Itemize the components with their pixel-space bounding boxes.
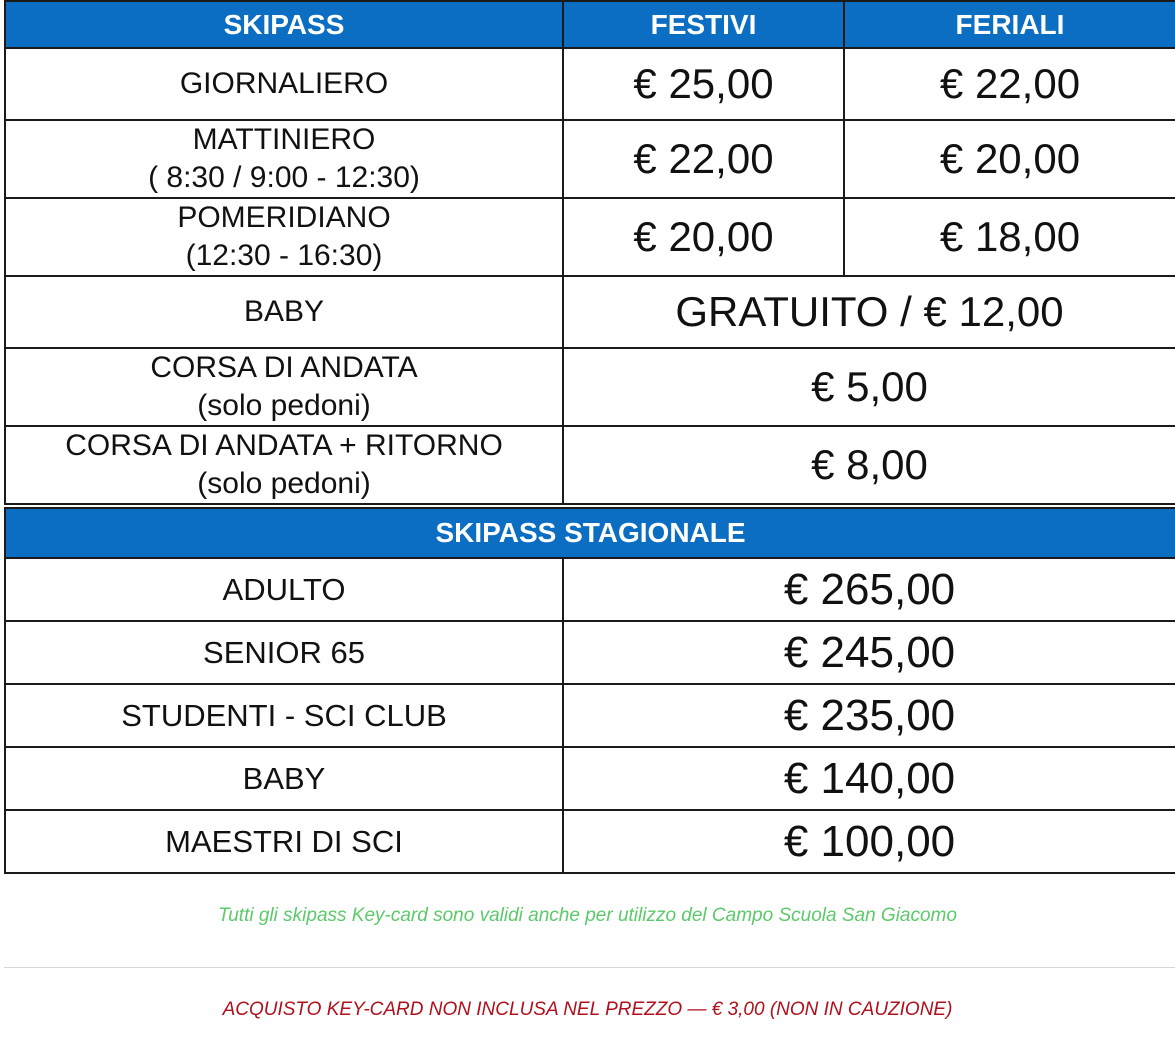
- table-header-row: [5, 508, 1175, 558]
- keycard-validity-note: Tutti gli skipass Key-card sono validi anche per utilizzo del Campo Scuola San Giacomo: [218, 905, 957, 926]
- row-label-main: MATTINIERO: [192, 123, 376, 156]
- table-row: [5, 558, 1175, 621]
- seasonal-skipass-table: [4, 507, 1175, 874]
- table-row: [5, 810, 1175, 873]
- season-label: ADULTO: [5, 558, 563, 621]
- header-skipass: SKIPASS: [5, 1, 563, 48]
- divider: [4, 967, 1175, 968]
- table-header-row: [5, 1, 1175, 48]
- row-label-main: CORSA DI ANDATA + RITORNO: [65, 429, 503, 462]
- price-combined: € 8,00: [563, 426, 1175, 504]
- header-festivi: FESTIVI: [563, 1, 844, 48]
- header-feriali: FERIALI: [844, 1, 1175, 48]
- row-label-main: POMERIDIANO: [177, 201, 391, 234]
- season-price: € 245,00: [563, 621, 1175, 684]
- row-label: [5, 120, 563, 198]
- row-label: [5, 348, 563, 426]
- price-combined: GRATUITO / € 12,00: [563, 276, 1175, 348]
- season-label: MAESTRI DI SCI: [5, 810, 563, 873]
- row-label: [5, 276, 563, 348]
- table-row: [5, 747, 1175, 810]
- row-label-sub: (solo pedoni): [197, 389, 371, 422]
- table-row: [5, 276, 1175, 348]
- keycard-purchase-note: ACQUISTO KEY-CARD NON INCLUSA NEL PREZZO — € 3,00 (NON IN CAUZIONE): [222, 999, 953, 1020]
- row-label: [5, 426, 563, 504]
- row-label-main: GIORNALIERO: [179, 67, 389, 100]
- row-label: [5, 48, 563, 120]
- header-season: SKIPASS STAGIONALE: [5, 508, 1175, 558]
- table-row: [5, 120, 1175, 198]
- price-feriali: € 20,00: [844, 120, 1175, 198]
- season-label: BABY: [5, 747, 563, 810]
- row-label-sub: ( 8:30 / 9:00 - 12:30): [148, 161, 420, 194]
- row-label-sub: (solo pedoni): [197, 467, 371, 500]
- table-row: [5, 684, 1175, 747]
- row-label-main: BABY: [243, 295, 325, 328]
- row-label-sub: (12:30 - 16:30): [185, 239, 383, 272]
- season-label: STUDENTI - SCI CLUB: [5, 684, 563, 747]
- season-price: € 100,00: [563, 810, 1175, 873]
- price-feriali: € 22,00: [844, 48, 1175, 120]
- table-row: [5, 348, 1175, 426]
- table-row: [5, 621, 1175, 684]
- daily-skipass-table: [4, 0, 1175, 505]
- table-row: [5, 198, 1175, 276]
- price-festivi: € 20,00: [563, 198, 844, 276]
- season-price: € 140,00: [563, 747, 1175, 810]
- price-festivi: € 25,00: [563, 48, 844, 120]
- price-combined: € 5,00: [563, 348, 1175, 426]
- table-row: [5, 48, 1175, 120]
- price-feriali: € 18,00: [844, 198, 1175, 276]
- table-row: [5, 426, 1175, 504]
- season-label: SENIOR 65: [5, 621, 563, 684]
- season-price: € 235,00: [563, 684, 1175, 747]
- row-label-main: CORSA DI ANDATA: [150, 351, 418, 384]
- season-price: € 265,00: [563, 558, 1175, 621]
- price-festivi: € 22,00: [563, 120, 844, 198]
- row-label: [5, 198, 563, 276]
